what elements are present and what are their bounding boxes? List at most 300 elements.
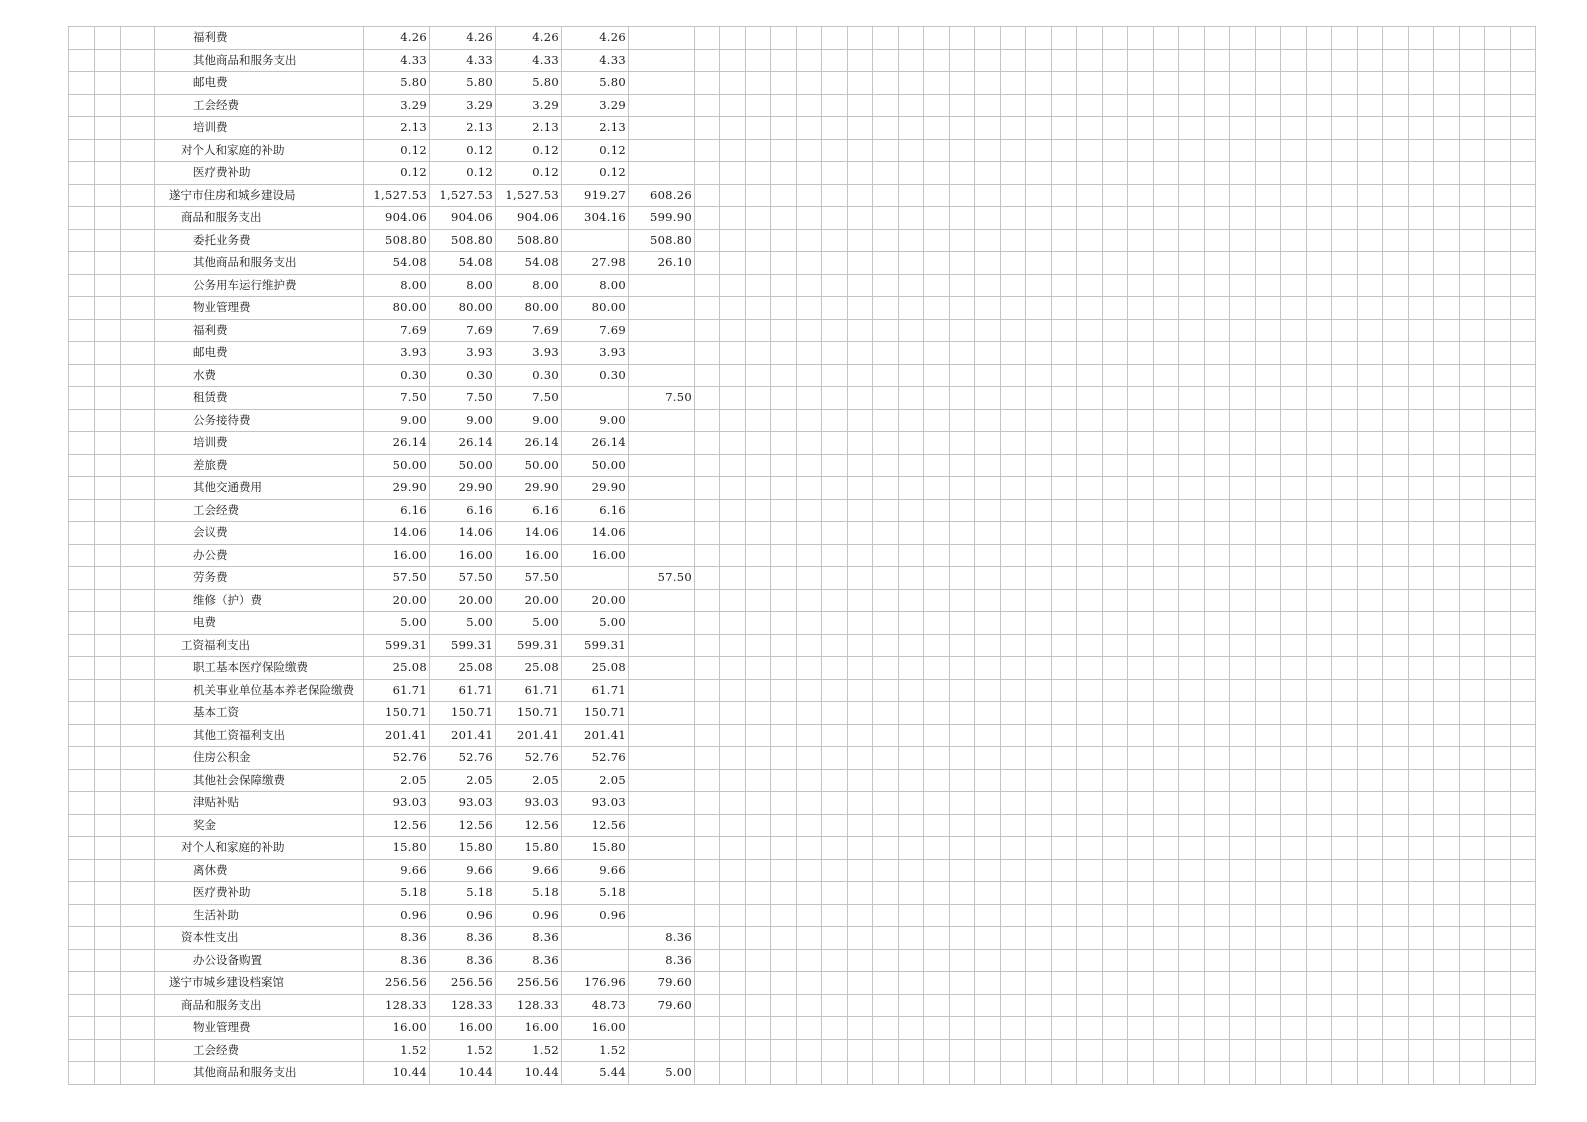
empty-cell [746, 814, 771, 837]
code-cell [121, 477, 155, 500]
amount-cell: 1.52 [496, 1039, 562, 1062]
empty-cell [1230, 207, 1256, 230]
empty-cell [1383, 27, 1409, 50]
empty-cell [1077, 72, 1103, 95]
amount-cell: 9.00 [430, 409, 496, 432]
empty-cell [1077, 747, 1103, 770]
empty-cell [1307, 882, 1332, 905]
amount-cell [629, 342, 695, 365]
empty-cell [1179, 184, 1205, 207]
empty-cell [1128, 27, 1154, 50]
empty-cell [975, 252, 1001, 275]
empty-cell [1128, 679, 1154, 702]
empty-cell [950, 72, 975, 95]
empty-cell [822, 972, 848, 995]
empty-cell [1358, 859, 1383, 882]
code-cell [121, 229, 155, 252]
empty-cell [1332, 409, 1358, 432]
empty-cell [695, 49, 720, 72]
empty-cell [1332, 634, 1358, 657]
empty-cell [1052, 319, 1077, 342]
empty-cell [848, 319, 873, 342]
empty-cell [797, 94, 822, 117]
empty-cell [822, 117, 848, 140]
amount-cell: 12.56 [364, 814, 430, 837]
empty-cell [1179, 904, 1205, 927]
empty-cell [848, 274, 873, 297]
item-name-cell: 其他商品和服务支出 [155, 49, 364, 72]
empty-cell [1077, 139, 1103, 162]
empty-cell [1307, 364, 1332, 387]
empty-cell [1103, 904, 1128, 927]
empty-cell [1052, 162, 1077, 185]
empty-cell [975, 634, 1001, 657]
empty-cell [695, 747, 720, 770]
code-cell [95, 657, 121, 680]
empty-cell [1026, 454, 1052, 477]
empty-cell [1383, 274, 1409, 297]
empty-cell [1052, 769, 1077, 792]
empty-cell [822, 792, 848, 815]
empty-cell [746, 184, 771, 207]
empty-cell [1409, 994, 1434, 1017]
empty-cell [899, 274, 924, 297]
empty-cell [924, 454, 950, 477]
empty-cell [1485, 634, 1511, 657]
empty-cell [797, 837, 822, 860]
empty-cell [1358, 612, 1383, 635]
empty-cell [924, 477, 950, 500]
empty-cell [1434, 274, 1460, 297]
empty-cell [797, 904, 822, 927]
amount-cell [562, 949, 629, 972]
empty-cell [1511, 567, 1536, 590]
empty-cell [924, 972, 950, 995]
empty-cell [1358, 27, 1383, 50]
empty-cell [950, 792, 975, 815]
empty-cell [1460, 769, 1485, 792]
empty-cell [899, 904, 924, 927]
amount-cell: 176.96 [562, 972, 629, 995]
empty-cell [746, 522, 771, 545]
empty-cell [822, 49, 848, 72]
empty-cell [797, 814, 822, 837]
code-cell [69, 432, 95, 455]
empty-cell [1128, 882, 1154, 905]
empty-cell [1128, 139, 1154, 162]
empty-cell [1077, 297, 1103, 320]
amount-cell [562, 229, 629, 252]
empty-cell [899, 1017, 924, 1040]
empty-cell [1511, 657, 1536, 680]
item-name-cell: 工资福利支出 [155, 634, 364, 657]
empty-cell [924, 949, 950, 972]
amount-cell: 0.30 [364, 364, 430, 387]
amount-cell: 599.31 [430, 634, 496, 657]
empty-cell [1281, 949, 1307, 972]
empty-cell [1434, 1039, 1460, 1062]
empty-cell [1383, 72, 1409, 95]
empty-cell [1332, 657, 1358, 680]
empty-cell [848, 1039, 873, 1062]
empty-cell [1128, 612, 1154, 635]
empty-cell [1434, 499, 1460, 522]
empty-cell [1485, 274, 1511, 297]
item-name-cell: 医疗费补助 [155, 882, 364, 905]
empty-cell [1256, 27, 1281, 50]
empty-cell [797, 432, 822, 455]
empty-cell [1256, 904, 1281, 927]
amount-cell: 26.14 [496, 432, 562, 455]
code-cell [95, 94, 121, 117]
empty-cell [695, 859, 720, 882]
empty-cell [771, 994, 797, 1017]
empty-cell [899, 612, 924, 635]
empty-cell [1434, 859, 1460, 882]
empty-cell [720, 792, 746, 815]
empty-cell [1511, 814, 1536, 837]
empty-cell [1332, 454, 1358, 477]
amount-cell: 2.13 [562, 117, 629, 140]
table-row [69, 702, 1536, 725]
empty-cell [975, 49, 1001, 72]
empty-cell [822, 1039, 848, 1062]
empty-cell [1409, 297, 1434, 320]
empty-cell [695, 297, 720, 320]
empty-cell [899, 657, 924, 680]
empty-cell [1154, 409, 1179, 432]
empty-cell [1001, 342, 1026, 365]
empty-cell [1026, 49, 1052, 72]
empty-cell [1001, 207, 1026, 230]
empty-cell [1154, 634, 1179, 657]
empty-cell [1383, 702, 1409, 725]
empty-cell [822, 342, 848, 365]
empty-cell [1281, 634, 1307, 657]
empty-cell [950, 837, 975, 860]
empty-cell [1485, 972, 1511, 995]
empty-cell [746, 229, 771, 252]
empty-cell [975, 1039, 1001, 1062]
empty-cell [822, 544, 848, 567]
item-name-cell: 遂宁市城乡建设档案馆 [155, 972, 364, 995]
code-cell [69, 319, 95, 342]
amount-cell: 50.00 [364, 454, 430, 477]
empty-cell [1179, 1062, 1205, 1085]
empty-cell [720, 207, 746, 230]
empty-cell [1434, 409, 1460, 432]
empty-cell [1026, 949, 1052, 972]
empty-cell [1026, 1062, 1052, 1085]
empty-cell [797, 702, 822, 725]
empty-cell [1230, 499, 1256, 522]
empty-cell [1281, 859, 1307, 882]
empty-cell [1460, 432, 1485, 455]
amount-cell: 6.16 [364, 499, 430, 522]
item-name-cell: 其他社会保障缴费 [155, 769, 364, 792]
table-row [69, 1039, 1536, 1062]
empty-cell [1281, 589, 1307, 612]
empty-cell [822, 499, 848, 522]
empty-cell [1001, 949, 1026, 972]
amount-cell: 5.00 [562, 612, 629, 635]
empty-cell [1179, 432, 1205, 455]
code-cell [95, 72, 121, 95]
empty-cell [1485, 589, 1511, 612]
empty-cell [1485, 949, 1511, 972]
empty-cell [1460, 72, 1485, 95]
amount-cell: 5.80 [430, 72, 496, 95]
empty-cell [797, 477, 822, 500]
empty-cell [1358, 994, 1383, 1017]
amount-cell: 0.30 [430, 364, 496, 387]
empty-cell [848, 702, 873, 725]
empty-cell [1281, 612, 1307, 635]
empty-cell [975, 567, 1001, 590]
empty-cell [1103, 252, 1128, 275]
empty-cell [848, 927, 873, 950]
amount-cell: 0.12 [364, 162, 430, 185]
budget-expense-table [68, 26, 1536, 1085]
amount-cell: 3.93 [562, 342, 629, 365]
amount-cell: 48.73 [562, 994, 629, 1017]
empty-cell [1128, 1017, 1154, 1040]
empty-cell [797, 522, 822, 545]
amount-cell: 26.14 [430, 432, 496, 455]
empty-cell [1205, 859, 1230, 882]
amount-cell: 61.71 [496, 679, 562, 702]
amount-cell: 8.36 [364, 949, 430, 972]
empty-cell [1154, 139, 1179, 162]
code-cell [69, 387, 95, 410]
code-cell [95, 139, 121, 162]
empty-cell [1256, 1039, 1281, 1062]
empty-cell [1332, 589, 1358, 612]
empty-cell [1026, 769, 1052, 792]
empty-cell [1332, 499, 1358, 522]
empty-cell [1281, 184, 1307, 207]
empty-cell [746, 792, 771, 815]
empty-cell [848, 634, 873, 657]
amount-cell: 5.80 [496, 72, 562, 95]
table-row [69, 49, 1536, 72]
item-name-cell: 公务用车运行维护费 [155, 274, 364, 297]
empty-cell [822, 1062, 848, 1085]
item-name-cell: 其他交通费用 [155, 477, 364, 500]
empty-cell [1179, 319, 1205, 342]
empty-cell [1052, 387, 1077, 410]
empty-cell [1001, 49, 1026, 72]
empty-cell [899, 859, 924, 882]
empty-cell [1052, 949, 1077, 972]
amount-cell: 14.06 [562, 522, 629, 545]
empty-cell [899, 207, 924, 230]
empty-cell [771, 499, 797, 522]
code-cell [121, 499, 155, 522]
empty-cell [746, 454, 771, 477]
empty-cell [1460, 274, 1485, 297]
empty-cell [975, 297, 1001, 320]
empty-cell [797, 184, 822, 207]
empty-cell [1511, 634, 1536, 657]
empty-cell [1052, 1017, 1077, 1040]
amount-cell: 57.50 [364, 567, 430, 590]
empty-cell [899, 432, 924, 455]
empty-cell [1460, 747, 1485, 770]
empty-cell [1230, 432, 1256, 455]
code-cell [121, 972, 155, 995]
empty-cell [975, 94, 1001, 117]
empty-cell [1179, 229, 1205, 252]
empty-cell [1001, 882, 1026, 905]
empty-cell [873, 229, 899, 252]
empty-cell [1077, 657, 1103, 680]
empty-cell [1281, 702, 1307, 725]
empty-cell [1128, 387, 1154, 410]
code-cell [95, 364, 121, 387]
empty-cell [924, 792, 950, 815]
empty-cell [1511, 589, 1536, 612]
amount-cell: 16.00 [430, 544, 496, 567]
empty-cell [848, 499, 873, 522]
amount-cell: 50.00 [496, 454, 562, 477]
empty-cell [1154, 252, 1179, 275]
amount-cell: 27.98 [562, 252, 629, 275]
empty-cell [1205, 409, 1230, 432]
empty-cell [1179, 544, 1205, 567]
empty-cell [1485, 792, 1511, 815]
table-row [69, 364, 1536, 387]
empty-cell [1103, 94, 1128, 117]
empty-cell [1307, 477, 1332, 500]
amount-cell: 508.80 [430, 229, 496, 252]
code-cell [69, 49, 95, 72]
empty-cell [695, 499, 720, 522]
empty-cell [1383, 499, 1409, 522]
empty-cell [1307, 139, 1332, 162]
empty-cell [1205, 657, 1230, 680]
amount-cell: 8.00 [562, 274, 629, 297]
empty-cell [848, 49, 873, 72]
empty-cell [1358, 702, 1383, 725]
empty-cell [797, 207, 822, 230]
empty-cell [1001, 814, 1026, 837]
empty-cell [1256, 882, 1281, 905]
code-cell [95, 27, 121, 50]
empty-cell [822, 72, 848, 95]
empty-cell [1511, 882, 1536, 905]
empty-cell [848, 882, 873, 905]
empty-cell [797, 882, 822, 905]
empty-cell [1511, 432, 1536, 455]
empty-cell [1052, 49, 1077, 72]
empty-cell [771, 702, 797, 725]
code-cell [95, 477, 121, 500]
empty-cell [1460, 297, 1485, 320]
empty-cell [1460, 117, 1485, 140]
code-cell [121, 94, 155, 117]
empty-cell [695, 1062, 720, 1085]
empty-cell [1230, 882, 1256, 905]
empty-cell [822, 184, 848, 207]
code-cell [69, 252, 95, 275]
empty-cell [720, 184, 746, 207]
amount-cell [629, 904, 695, 927]
empty-cell [695, 1017, 720, 1040]
empty-cell [771, 72, 797, 95]
empty-cell [1128, 792, 1154, 815]
empty-cell [1179, 252, 1205, 275]
empty-cell [1332, 162, 1358, 185]
code-cell [121, 139, 155, 162]
empty-cell [899, 589, 924, 612]
table-row [69, 477, 1536, 500]
empty-cell [720, 387, 746, 410]
empty-cell [1001, 364, 1026, 387]
empty-cell [873, 679, 899, 702]
empty-cell [1179, 612, 1205, 635]
amount-cell: 9.66 [430, 859, 496, 882]
empty-cell [771, 49, 797, 72]
code-cell [121, 724, 155, 747]
empty-cell [1281, 837, 1307, 860]
empty-cell [1205, 454, 1230, 477]
empty-cell [924, 544, 950, 567]
empty-cell [797, 724, 822, 747]
code-cell [121, 679, 155, 702]
empty-cell [1383, 297, 1409, 320]
empty-cell [1128, 567, 1154, 590]
empty-cell [1511, 342, 1536, 365]
amount-cell: 29.90 [496, 477, 562, 500]
empty-cell [720, 837, 746, 860]
amount-cell: 201.41 [430, 724, 496, 747]
empty-cell [873, 409, 899, 432]
empty-cell [1281, 72, 1307, 95]
empty-cell [1383, 139, 1409, 162]
amount-cell [562, 927, 629, 950]
empty-cell [746, 409, 771, 432]
empty-cell [695, 522, 720, 545]
empty-cell [720, 769, 746, 792]
code-cell [69, 859, 95, 882]
empty-cell [848, 252, 873, 275]
empty-cell [848, 904, 873, 927]
empty-cell [1485, 1062, 1511, 1085]
empty-cell [1052, 139, 1077, 162]
empty-cell [1307, 499, 1332, 522]
empty-cell [1179, 972, 1205, 995]
amount-cell: 50.00 [562, 454, 629, 477]
empty-cell [1077, 432, 1103, 455]
empty-cell [1230, 702, 1256, 725]
empty-cell [1179, 207, 1205, 230]
table-row [69, 274, 1536, 297]
empty-cell [720, 567, 746, 590]
empty-cell [848, 139, 873, 162]
amount-cell: 25.08 [562, 657, 629, 680]
empty-cell [873, 454, 899, 477]
empty-cell [1409, 454, 1434, 477]
empty-cell [1230, 229, 1256, 252]
empty-cell [1332, 567, 1358, 590]
item-name-cell: 住房公积金 [155, 747, 364, 770]
empty-cell [950, 139, 975, 162]
empty-cell [1179, 162, 1205, 185]
empty-cell [848, 342, 873, 365]
empty-cell [695, 724, 720, 747]
empty-cell [1256, 94, 1281, 117]
